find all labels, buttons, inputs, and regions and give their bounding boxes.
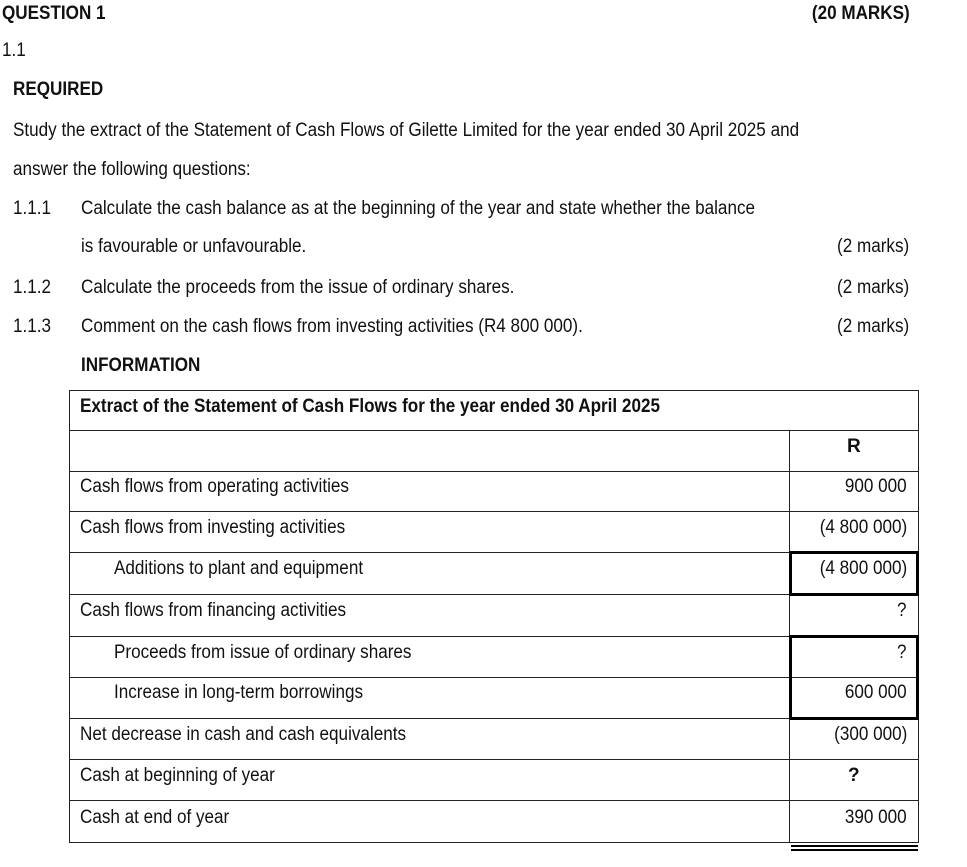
question-marks: (2 marks) [836, 236, 909, 257]
currency-column-header: R [847, 436, 861, 457]
row-label-investing: Cash flows from investing activities [80, 517, 346, 538]
required-heading: REQUIRED [13, 79, 104, 100]
question-title: QUESTION 1 [2, 3, 106, 24]
question-text: Calculate the cash balance as at the beginning of the year and state whether the balance [81, 198, 756, 219]
row-amount-share-proceeds: ? [897, 642, 907, 663]
question-number: 1.1.3 [13, 316, 52, 337]
row-label-cash-beginning: Cash at beginning of year [80, 765, 275, 786]
table-title: Extract of the Statement of Cash Flows for the year ended 30 April 2025 [80, 396, 660, 417]
row-label-cash-end: Cash at end of year [80, 807, 230, 828]
question-text: Comment on the cash flows from investing activities (R4 800 000). [81, 316, 583, 337]
intro-line-1: Study the extract of the Statement of Cash Flows of Gilette Limited for the year ended 30 April 2025 and [13, 120, 800, 141]
row-amount-cash-beginning: ? [848, 765, 860, 786]
question-text-continued: is favourable or unfavourable. [81, 236, 307, 257]
row-label-additions-plant: Additions to plant and equipment [114, 558, 364, 579]
question-marks: (2 marks) [836, 316, 909, 337]
row-label-net-decrease: Net decrease in cash and cash equivalents [80, 724, 407, 745]
row-amount-cash-end: 390 000 [845, 807, 907, 828]
question-text: Calculate the proceeds from the issue of ordinary shares. [81, 277, 515, 298]
question-marks: (2 marks) [836, 277, 909, 298]
cash-flow-statement-table [69, 390, 919, 843]
row-amount-net-decrease: (300 000) [833, 724, 907, 745]
row-amount-operating: 900 000 [845, 476, 907, 497]
row-amount-financing: ? [897, 600, 907, 621]
information-heading: INFORMATION [81, 355, 201, 376]
section-number: 1.1 [2, 40, 26, 61]
row-label-financing: Cash flows from financing activities [80, 600, 347, 621]
total-marks: (20 MARKS) [812, 3, 910, 24]
row-label-borrowings: Increase in long-term borrowings [114, 682, 364, 703]
row-amount-borrowings: 600 000 [845, 682, 907, 703]
intro-line-2: answer the following questions: [13, 159, 251, 180]
question-number: 1.1.2 [13, 277, 52, 298]
question-number: 1.1.1 [13, 198, 52, 219]
row-label-operating: Cash flows from operating activities [80, 476, 349, 497]
row-amount-additions-plant: (4 800 000) [819, 558, 907, 579]
row-label-share-proceeds: Proceeds from issue of ordinary shares [114, 642, 412, 663]
row-amount-investing: (4 800 000) [819, 517, 907, 538]
